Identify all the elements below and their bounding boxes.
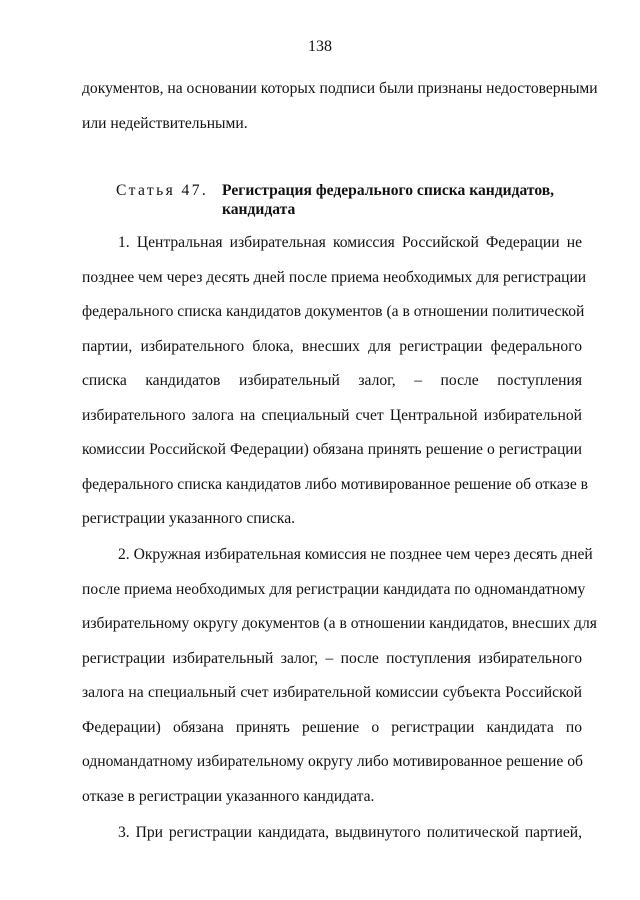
text-line: отказе в регистрации указанного кандидата.: [82, 787, 375, 805]
article-title: [222, 181, 582, 219]
text-line: 1. Центральная избирательная комиссия Российской Федерации не: [118, 234, 582, 251]
continuation-paragraph: [82, 72, 598, 141]
text-line: 3. При регистрации кандидата, выдвинутого политической партией,: [118, 824, 582, 841]
text-line: одномандатному избирательному округу либо мотивированное решение об: [82, 753, 583, 770]
text-line: регистрации указанного списка.: [82, 510, 296, 527]
paragraph-2: [82, 538, 597, 814]
article-title-line: кандидата: [222, 201, 296, 218]
article-label: Статья 47.: [116, 182, 209, 199]
text-line: регистрации избирательный залог, – после поступления избирательного: [82, 649, 582, 667]
page-number: 138: [308, 38, 332, 55]
text-line: после приема необходимых для регистрации кандидата по одномандатному: [82, 580, 586, 598]
text-line: избирательного залога на специальный счет Центральной избирательной: [82, 406, 582, 424]
text-line: федерального списка кандидатов либо мотивированное решение об отказе в: [82, 475, 589, 493]
article-title-line: Регистрация федерального списка кандидатов,: [222, 182, 555, 199]
text-line: партии, избирательного блока, внесших для регистрации федерального: [82, 337, 582, 355]
text-line: залога на специальный счет избирательной комиссии субъекта Российской: [82, 684, 582, 701]
text-line: позднее чем через десять дней после приема необходимых для регистрации: [82, 268, 587, 286]
text-line: списка кандидатов избирательный залог, – после поступления: [82, 372, 582, 389]
text-line: Федерации) обязана принять решение о регистрации кандидата по: [82, 718, 582, 736]
text-line: федерального списка кандидатов документов (а в отношении политической: [82, 303, 585, 320]
text-line: 2. Окружная избирательная комиссия не позднее чем через десять дней: [118, 546, 593, 563]
paragraph-3: [82, 816, 582, 851]
text-line: документов, на основании которых подписи были признаны недостоверными: [82, 80, 598, 97]
text-line: или недействительными.: [82, 114, 248, 132]
paragraph-1: [82, 226, 589, 537]
text-line: комиссии Российской Федерации) обязана принять решение о регистрации: [82, 441, 582, 458]
text-line: избирательному округу документов (а в отношении кандидатов, внесших для: [82, 615, 597, 632]
